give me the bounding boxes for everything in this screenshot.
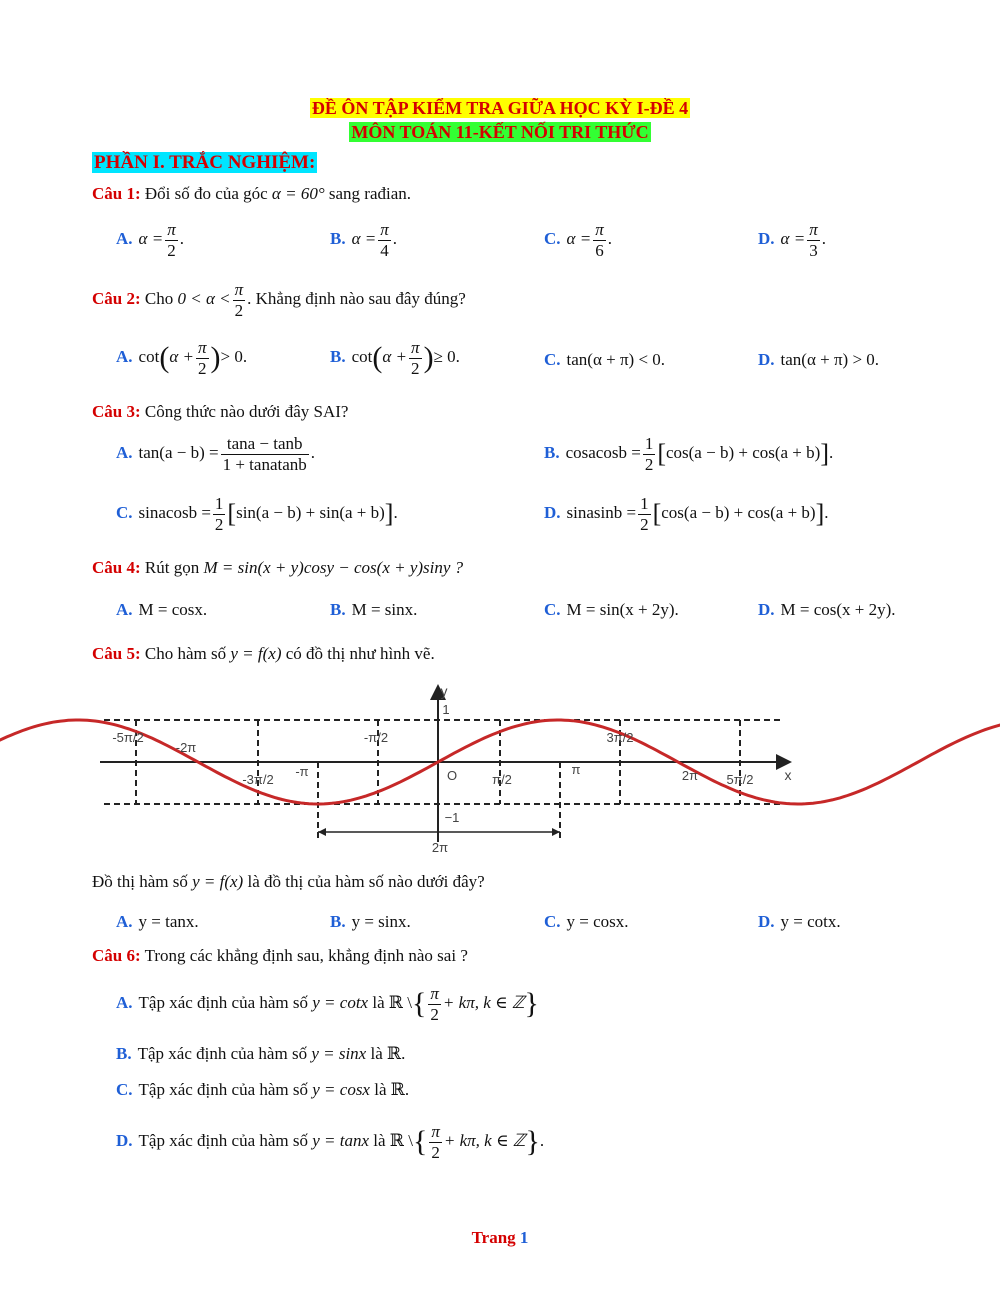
question-text: Trong các khẳng định sau, khẳng định nào sai ? [144,946,468,965]
q3-option-c[interactable]: C. sinacosb = $\frac{1}{2}$ [sin(a − b) + sin(a + b)]. [116,494,398,534]
tick-label: -3π/2 [242,772,274,787]
math-expr: > 0. [220,346,248,366]
option-letter: C. [544,350,561,369]
title-line-1: ĐỀ ÔN TẬP KIỂM TRA GIỮA HỌC KỲ I-ĐỀ 4 [311,98,689,118]
option-letter: D. [116,1130,133,1150]
option-letter: C. [116,502,133,522]
question-label: Câu 2: [92,288,141,308]
math-expr: α + [169,346,194,366]
fraction: $\frac{\pi}{2}$ [197,338,207,378]
question-5 [92,644,435,664]
question-4 [92,558,463,578]
q5-option-c[interactable] [544,912,629,932]
option-text: Tập xác định của hàm số [138,1080,308,1099]
math-expr: M = sinx. [351,600,418,619]
math-expr: tan(α + π) > 0. [780,350,880,369]
math-expr: y = tanx. [138,912,199,931]
math-expr: tan(a − b) = [138,442,219,462]
y-min-label: −1 [444,810,460,825]
fraction: $\frac{\tan a - \tan b}{\text{1 + tanatanb}}$ [222,434,307,474]
option-letter: B. [330,912,346,931]
fraction: $\frac{\pi}{4}$ [380,220,389,260]
q1-option-a[interactable]: A. α = $\frac{\pi}{2}$ . [116,220,184,260]
axis-label-x: x [784,767,792,783]
q6-option-c[interactable]: C. Tập xác định của hàm số y = cosx là ℝ. [116,1080,410,1099]
q6-option-b[interactable]: B. Tập xác định của hàm số y = sinx là ℝ. [116,1044,406,1063]
math-expr: cos(a − b) + cos(a + b) [661,502,816,522]
q6-option-a[interactable]: A. Tập xác định của hàm số y = cotx là ℝ \{ $\frac{\pi}{2}$ + kπ, k ∈ ℤ} [116,984,539,1024]
math-fn: cot [138,346,160,366]
question-text: có đồ thị như hình vẽ. [285,644,435,663]
tick-label: 2π [681,768,699,783]
option-letter: D. [758,228,775,248]
q2-option-b[interactable]: B. cot(α + $\frac{\pi}{2}$ )≥ 0. [330,338,460,378]
math-set: ℝ \ [388,992,412,1012]
option-letter: B. [544,442,560,462]
math-expr: y = cotx. [780,912,841,931]
fraction: $\frac{\pi}{2}$ [411,338,420,378]
period-label: 2π [431,840,449,855]
q1-option-b[interactable]: B. α = $\frac{\pi}{4}$ . [330,220,398,260]
math-expr: cosacosb = [565,442,641,462]
math-expr: y = cosx. [566,912,629,931]
option-letter: D. [758,912,775,931]
option-text: là [372,992,385,1012]
page-label: Trang [471,1228,516,1247]
option-letter: B. [330,346,346,366]
question-text: Đồ thị hàm số [92,872,188,891]
option-letter: B. [330,600,346,619]
option-letter: A. [116,228,133,248]
question-text: Đổi số đo của góc [144,184,268,203]
math-expr: cos(a − b) + cos(a + b) [665,442,821,462]
fraction: $\frac{\pi}{3}$ [809,220,818,260]
option-letter: A. [116,442,133,462]
tick-label: 5π/2 [726,772,754,787]
q4-option-b[interactable] [330,600,417,620]
question-label: Câu 4: [92,558,141,577]
math-expr: α = [351,228,377,248]
q5-option-d[interactable] [758,912,841,932]
math-expr: α + [382,346,408,366]
option-letter: D. [758,600,775,619]
math-expr: y = f(x) [192,872,244,891]
fraction: $\frac{\pi}{6}$ [595,220,604,260]
function-graph [0,676,1000,858]
option-text: Tập xác định của hàm số [138,1130,308,1150]
q1-option-c[interactable]: C. α = $\frac{\pi}{6}$ . [544,220,612,260]
question-text: Rút gọn [144,558,200,577]
math-expr: α = 60° [271,184,325,203]
math-expr: α = [780,228,806,248]
math-expr: ≥ 0. [433,346,460,366]
math-expr: α = [138,228,164,248]
page-footer [0,1228,1000,1248]
fraction: $\frac{1}{2}$ [214,494,224,534]
fraction: $\frac{\pi}{2}$ [167,220,176,260]
question-label: Câu 1: [92,184,141,203]
option-letter: A. [116,992,133,1012]
q2-option-c[interactable] [544,350,665,370]
math-expr: M = cosx. [138,600,208,619]
option-text: là [374,1080,387,1099]
q6-option-d[interactable]: D. Tập xác định của hàm số y = tanx là ℝ \{ $\frac{\pi}{2}$ + kπ, k ∈ ℤ}. [116,1122,545,1162]
title-line-2: MÔN TOÁN 11-KẾT NỐI TRI THỨC [351,122,649,142]
q3-option-a[interactable]: A. tan(a − b) = $\frac{\tan a - \tan b}{\text{1 + tanatanb}}$ . [116,434,316,474]
question-3 [92,402,348,422]
math-fn: cot [351,346,373,366]
option-letter: B. [330,228,346,248]
tick-label: -5π/2 [112,730,144,745]
q5-option-b[interactable] [330,912,411,932]
question-5-prompt [92,872,485,892]
q4-option-d[interactable] [758,600,896,620]
q2-option-d[interactable] [758,350,879,370]
question-text: Công thức nào dưới đây SAI? [144,402,349,421]
math-expr: sinacosb = [138,502,211,522]
math-expr: sin(a − b) + sin(a + b) [236,502,385,522]
math-expr: sinasinb = [566,502,637,522]
question-1 [92,184,411,204]
fraction: $\frac{\pi}{2}$ [431,1122,440,1162]
option-letter: C. [544,912,561,931]
fraction: $\frac{\pi}{2}$ [430,984,439,1024]
math-expr: y = sinx [311,1044,367,1063]
math-expr: α = [566,228,592,248]
math-expr: tan(α + π) < 0. [566,350,666,369]
q1-option-d[interactable]: D. α = $\frac{\pi}{3}$ . [758,220,826,260]
question-2 [92,280,466,320]
axis-label-y: y [440,683,448,699]
option-letter: B. [116,1044,132,1063]
math-set: ℝ [390,1080,405,1099]
math-set: ℝ [387,1044,402,1063]
option-letter: A. [116,600,133,619]
math-expr: + kπ, k ∈ ℤ [442,992,525,1012]
section-heading [92,152,317,174]
section-title: PHẦN I. TRẮC NGHIỆM: [94,152,316,173]
math-expr: + kπ, k ∈ ℤ [443,1130,526,1150]
question-label: Câu 5: [92,644,141,663]
question-label: Câu 3: [92,402,141,421]
option-letter: A. [116,912,133,931]
tick-label: -π/2 [363,730,389,745]
question-text: sang rađian. [328,184,412,203]
math-expr: y = f(x) [230,644,282,663]
math-expr: M = sin(x + 2y). [566,600,679,619]
option-text: Tập xác định của hàm số [138,992,308,1012]
q2-option-a[interactable]: A. cot(α + $\frac{\pi}{2}$ )> 0. [116,338,248,378]
option-text: là [370,1044,383,1063]
math-set: ℝ \ [389,1130,413,1150]
option-letter: A. [116,346,133,366]
y-max-label: 1 [442,702,450,717]
q4-option-a[interactable] [116,600,207,620]
tick-label: 3π/2 [606,730,634,745]
option-letter: C. [544,228,561,248]
question-text: Cho [144,288,174,308]
tick-label: -2π [175,740,197,755]
math-expr: M = cos(x + 2y). [780,600,896,619]
fraction: $\frac{1}{2}$ [644,434,654,474]
tick-label: π/2 [492,772,512,787]
math-expr: y = tanx [312,1130,370,1150]
document-subtitle [0,122,1000,143]
math-expr: 0 < α < [177,288,231,308]
q3-option-d[interactable]: D. sinasinb = $\frac{1}{2}$ [cos(a − b) + cos(a + b)]. [544,494,829,534]
option-letter: C. [116,1080,133,1099]
q4-option-c[interactable] [544,600,679,620]
document-title [0,98,1000,119]
page-number: 1 [519,1228,529,1247]
fraction: $\frac{\pi}{2}$ [234,280,244,320]
tick-label: π [571,762,581,777]
math-expr: y = cotx [312,992,369,1012]
math-expr: y = cosx [312,1080,370,1099]
option-text: là [373,1130,386,1150]
option-text: Tập xác định của hàm số [137,1044,308,1063]
question-text: Cho hàm số [144,644,227,663]
origin-label: O [446,768,458,783]
q5-option-a[interactable] [116,912,199,932]
question-6 [92,946,468,966]
question-text: là đồ thị của hàm số nào dưới đây? [247,872,485,891]
option-letter: D. [544,502,561,522]
math-expr: y = sinx. [351,912,411,931]
question-label: Câu 6: [92,946,141,965]
option-letter: D. [758,350,775,369]
q3-option-b[interactable]: B. cosacosb = $\frac{1}{2}$ [cos(a − b) + cos(a + b)]. [544,434,834,474]
math-expr: M = sin(x + y)cosy − cos(x + y)siny ? [203,558,464,577]
option-letter: C. [544,600,561,619]
tick-label: -π [295,764,309,779]
fraction: $\frac{1}{2}$ [640,494,649,534]
question-text: . Khẳng định nào sau đây đúng? [247,288,466,308]
